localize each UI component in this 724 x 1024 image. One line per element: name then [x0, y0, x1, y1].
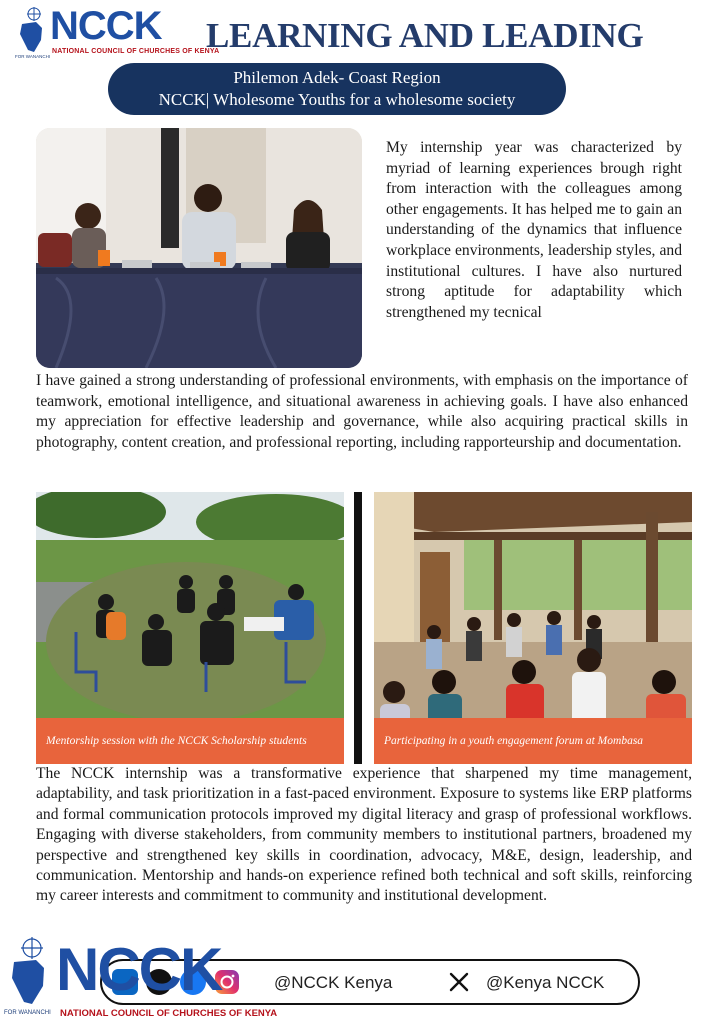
intro-paragraph-right: My internship year was characterized by myriad of learning experiences brough right from interaction with the colleagues among other engagements. It has helped me to gain an understanding of the dynamics that influence workplace environments, leadership styles, and institutional cultures. I have also nurtured strong aptitude for adaptability which strengthened my tecnical — [386, 139, 682, 321]
panel-photo — [36, 128, 362, 368]
intro-paragraph-full: I have gained a strong understanding of professional environments, with emphasis on the importance of teamwork, emotional intelligence, and situational awareness in achieving goals. I have also enhanced my appreciation for effective leadership and governance, while also acquiring practical skills in photography, content creation, and professional reporting, including rapporteurship and documentation. — [36, 372, 688, 451]
instagram-handle[interactable]: @NCCK Kenya — [274, 973, 393, 992]
photo-divider — [354, 492, 362, 764]
x-icon[interactable] — [448, 971, 470, 993]
mentorship-caption: Mentorship session with the NCCK Scholarship students — [36, 718, 344, 764]
footer-logo-tagline: FOR WANANCHI — [4, 1010, 51, 1016]
kenya-map-logo-icon — [14, 6, 51, 59]
closing-paragraph: The NCCK internship was a transformative experience that sharpened my time management, adaptability, and task prioritization in a fast-paced environment. Exposure to systems like ERP platforms and formal communication protocols improved my digital literacy and grasp of professional workflows. Engaging with diverse stakeholders, from community members to institutional partners, broadened my perspective and strengthened key skills in coordination, advocacy, M&E, design, leadership, and communication. Mentorship and hands-on experience refined both technical and soft skills, reinforcing my career interests and commitment to community and institutional development. — [36, 765, 692, 905]
logo-tagline: FOR WANANCHI — [15, 54, 51, 59]
mentorship-photo — [36, 492, 344, 764]
footer-logo-subtitle: NATIONAL COUNCIL OF CHURCHES OF KENYA — [60, 1008, 278, 1019]
x-handle[interactable]: @Kenya NCCK — [486, 973, 605, 992]
kenya-map-logo-icon — [4, 936, 52, 1014]
footer-logo-wordmark: NCCK — [56, 936, 222, 1003]
youth-forum-caption: Participating in a youth engagement forum at Mombasa — [374, 718, 692, 764]
ncck-logo-bottom — [4, 936, 278, 1024]
slogan-line: NCCK| Wholesome Youths for a wholesome society — [158, 90, 516, 109]
logo-wordmark: NCCK — [50, 4, 162, 48]
panel-photo-illustration — [36, 128, 362, 368]
youth-forum-photo — [374, 492, 692, 764]
ncck-logo-top — [14, 4, 220, 60]
author-line: Philemon Adek- Coast Region — [233, 68, 441, 87]
page-title: LEARNING AND LEADING — [206, 16, 644, 55]
author-banner — [108, 63, 566, 115]
logo-subtitle: NATIONAL COUNCIL OF CHURCHES OF KENYA — [52, 48, 220, 55]
